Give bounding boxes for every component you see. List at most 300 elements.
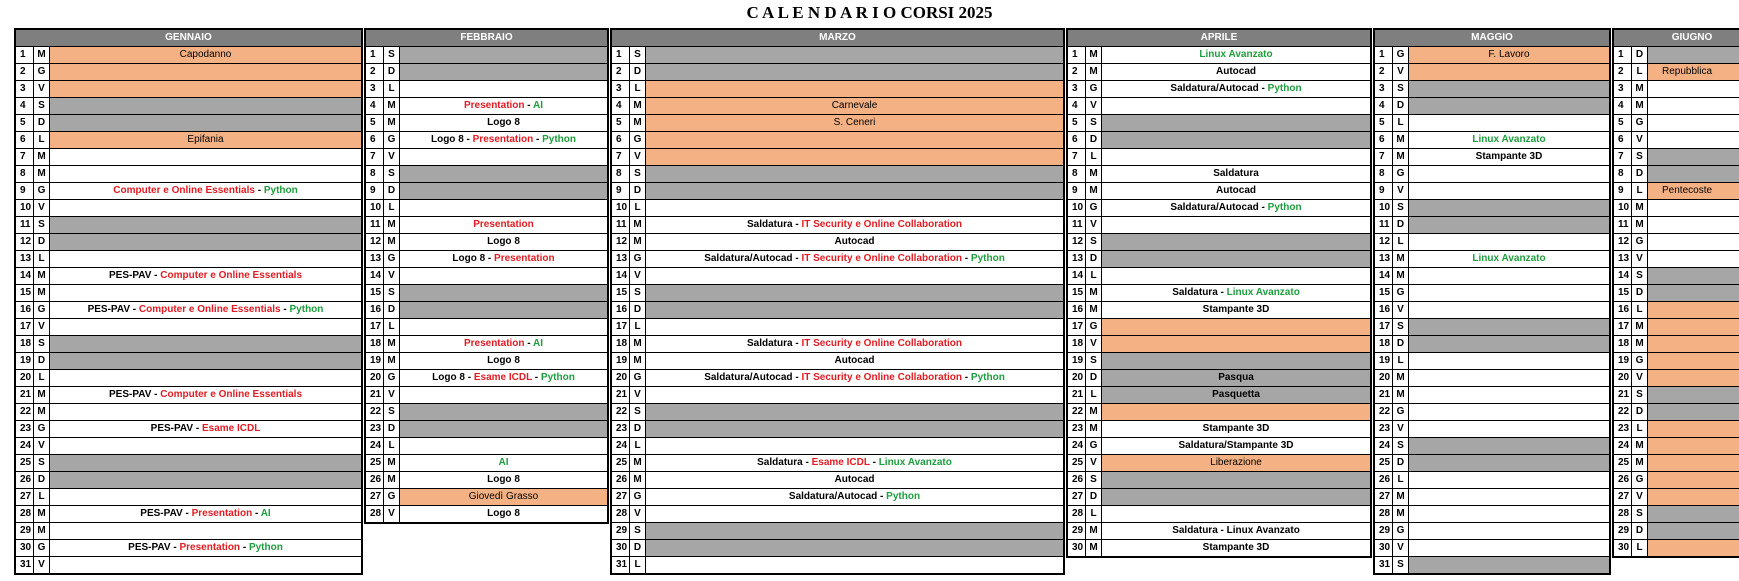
event-cell xyxy=(400,251,607,267)
event-cell xyxy=(1648,404,1739,420)
day-row xyxy=(1375,523,1609,540)
weekday-letter: D xyxy=(630,64,646,80)
weekday-letter: M xyxy=(1632,217,1648,233)
day-number: 13 xyxy=(16,251,34,267)
day-number: 15 xyxy=(16,285,34,301)
event-text: Python xyxy=(248,542,283,553)
day-number: 21 xyxy=(1614,387,1632,403)
day-number: 4 xyxy=(366,98,384,114)
day-number: 7 xyxy=(1614,149,1632,165)
event-text: Presentation xyxy=(463,338,525,349)
event-text: Python xyxy=(289,304,324,315)
event-text: Epifania xyxy=(187,134,224,145)
event-cell xyxy=(646,438,1063,454)
day-row xyxy=(16,370,361,387)
day-row xyxy=(16,285,361,302)
event-text: Pasquetta xyxy=(1212,389,1260,400)
day-number: 17 xyxy=(612,319,630,335)
weekday-letter: D xyxy=(34,115,50,131)
day-number: 21 xyxy=(1068,387,1086,403)
event-cell xyxy=(1102,166,1370,182)
month-header: GIUGNO xyxy=(1614,28,1739,47)
weekday-letter: M xyxy=(384,98,400,114)
day-row xyxy=(366,200,607,217)
event-cell xyxy=(646,234,1063,250)
event-text: - xyxy=(240,542,249,553)
event-cell xyxy=(50,251,361,267)
weekday-letter: G xyxy=(630,132,646,148)
weekday-letter: M xyxy=(384,234,400,250)
weekday-letter: M xyxy=(1632,98,1648,114)
event-cell xyxy=(400,506,607,522)
event-cell xyxy=(1648,251,1739,267)
event-cell xyxy=(1102,302,1370,318)
weekday-letter: G xyxy=(1393,523,1409,539)
event-cell xyxy=(1409,47,1609,63)
event-cell xyxy=(400,336,607,352)
day-number: 21 xyxy=(16,387,34,403)
event-text: Esame ICDL xyxy=(473,372,533,383)
event-cell xyxy=(1648,438,1739,454)
weekday-letter: M xyxy=(1393,489,1409,505)
day-number: 16 xyxy=(612,302,630,318)
event-cell xyxy=(646,336,1063,352)
day-row xyxy=(16,472,361,489)
event-text: Python xyxy=(970,253,1005,264)
weekday-letter: M xyxy=(1086,421,1102,437)
day-row xyxy=(16,455,361,472)
day-number: 8 xyxy=(612,166,630,182)
event-cell xyxy=(646,523,1063,539)
weekday-letter: S xyxy=(1632,149,1648,165)
day-row xyxy=(612,251,1063,268)
day-row xyxy=(612,506,1063,523)
weekday-letter: G xyxy=(384,132,400,148)
event-cell xyxy=(1102,370,1370,386)
day-number: 31 xyxy=(612,557,630,573)
day-row xyxy=(366,438,607,455)
event-text: PES-PAV - xyxy=(87,304,139,315)
event-text: PES-PAV - xyxy=(140,508,192,519)
event-text: - xyxy=(962,253,971,264)
event-cell xyxy=(1648,81,1739,97)
day-row xyxy=(366,115,607,132)
event-cell xyxy=(1409,183,1609,199)
day-row xyxy=(16,387,361,404)
day-number: 24 xyxy=(1068,438,1086,454)
event-cell xyxy=(646,132,1063,148)
day-row xyxy=(612,523,1063,540)
day-number: 15 xyxy=(1614,285,1632,301)
event-cell xyxy=(50,132,361,148)
day-number: 4 xyxy=(1068,98,1086,114)
event-cell xyxy=(1102,64,1370,80)
day-row xyxy=(612,217,1063,234)
day-row xyxy=(612,438,1063,455)
event-text: Presentation xyxy=(179,542,241,553)
day-number: 21 xyxy=(612,387,630,403)
event-text: Computer e Online Essentials xyxy=(113,185,255,196)
day-number: 25 xyxy=(1375,455,1393,471)
day-number: 9 xyxy=(366,183,384,199)
event-cell xyxy=(1648,64,1739,80)
event-text: Presentation xyxy=(494,253,555,264)
day-number: 4 xyxy=(1614,98,1632,114)
event-cell xyxy=(1648,234,1739,250)
event-cell xyxy=(1102,404,1370,420)
event-cell xyxy=(50,183,361,199)
weekday-letter: M xyxy=(1393,251,1409,267)
day-row xyxy=(1068,438,1370,455)
day-number: 30 xyxy=(1068,540,1086,556)
day-number: 11 xyxy=(1068,217,1086,233)
event-cell xyxy=(1409,115,1609,131)
day-row xyxy=(1375,251,1609,268)
weekday-letter: L xyxy=(630,438,646,454)
event-cell xyxy=(1102,115,1370,131)
event-cell xyxy=(1648,183,1739,199)
event-text: Saldatura - xyxy=(746,338,802,349)
day-number: 20 xyxy=(1375,370,1393,386)
day-row xyxy=(1068,149,1370,166)
weekday-letter: M xyxy=(630,234,646,250)
weekday-letter: M xyxy=(630,217,646,233)
day-row xyxy=(1068,336,1370,353)
weekday-letter: M xyxy=(384,472,400,488)
event-cell xyxy=(400,421,607,437)
day-row xyxy=(1375,166,1609,183)
event-cell xyxy=(1409,336,1609,352)
day-number: 7 xyxy=(366,149,384,165)
event-cell xyxy=(400,166,607,182)
weekday-letter: M xyxy=(630,98,646,114)
day-number: 13 xyxy=(612,251,630,267)
event-cell xyxy=(1102,506,1370,522)
event-text: Python xyxy=(542,134,577,145)
day-row xyxy=(612,370,1063,387)
weekday-letter: D xyxy=(1393,455,1409,471)
event-text: PES-PAV - xyxy=(128,542,180,553)
day-number: 7 xyxy=(612,149,630,165)
weekday-letter: D xyxy=(630,183,646,199)
day-number: 27 xyxy=(1614,489,1632,505)
day-number: 22 xyxy=(1068,404,1086,420)
day-number: 1 xyxy=(612,47,630,63)
day-row xyxy=(1614,268,1739,285)
day-row xyxy=(1614,217,1739,234)
day-number: 30 xyxy=(1614,540,1632,556)
day-row xyxy=(612,404,1063,421)
weekday-letter: S xyxy=(630,523,646,539)
event-text: Saldatura/Autocad - xyxy=(704,253,802,264)
day-number: 18 xyxy=(1375,336,1393,352)
weekday-letter: S xyxy=(384,285,400,301)
day-number: 3 xyxy=(366,81,384,97)
day-row xyxy=(1068,98,1370,115)
event-cell xyxy=(50,523,361,539)
event-text: Autocad xyxy=(834,236,875,247)
weekday-letter: M xyxy=(1632,455,1648,471)
weekday-letter: L xyxy=(1086,506,1102,522)
day-number: 19 xyxy=(16,353,34,369)
weekday-letter: S xyxy=(34,217,50,233)
event-cell xyxy=(50,472,361,488)
weekday-letter: D xyxy=(34,353,50,369)
event-cell xyxy=(1648,353,1739,369)
day-number: 4 xyxy=(16,98,34,114)
day-number: 12 xyxy=(1614,234,1632,250)
day-number: 10 xyxy=(16,200,34,216)
weekday-letter: M xyxy=(34,506,50,522)
event-text: Linux Avanzato xyxy=(878,457,952,468)
day-row xyxy=(1068,200,1370,217)
day-number: 11 xyxy=(16,217,34,233)
day-number: 29 xyxy=(1375,523,1393,539)
event-cell xyxy=(1102,540,1370,556)
weekday-letter: D xyxy=(1393,98,1409,114)
event-text: Linux Avanzato xyxy=(1199,49,1273,60)
weekday-letter: D xyxy=(1086,251,1102,267)
day-row xyxy=(612,472,1063,489)
day-row xyxy=(1375,302,1609,319)
weekday-letter: S xyxy=(1393,200,1409,216)
weekday-letter: M xyxy=(34,387,50,403)
day-number: 26 xyxy=(612,472,630,488)
day-row xyxy=(612,234,1063,251)
event-text: Logo 8 - xyxy=(432,372,474,383)
day-row xyxy=(366,302,607,319)
event-cell xyxy=(1648,319,1739,335)
weekday-letter: L xyxy=(384,81,400,97)
day-number: 5 xyxy=(1614,115,1632,131)
event-cell xyxy=(50,421,361,437)
day-number: 28 xyxy=(1375,506,1393,522)
day-number: 31 xyxy=(16,557,34,573)
weekday-letter: L xyxy=(34,251,50,267)
day-number: 2 xyxy=(1614,64,1632,80)
event-text: Linux Avanzato xyxy=(1472,253,1546,264)
day-row xyxy=(612,64,1063,81)
day-number: 3 xyxy=(1068,81,1086,97)
weekday-letter: V xyxy=(1632,370,1648,386)
weekday-letter: S xyxy=(630,404,646,420)
event-cell xyxy=(646,353,1063,369)
event-cell xyxy=(1648,268,1739,284)
day-number: 13 xyxy=(1068,251,1086,267)
event-text: - xyxy=(524,338,534,349)
day-number: 23 xyxy=(612,421,630,437)
day-number: 24 xyxy=(366,438,384,454)
event-text: Stampante 3D xyxy=(1202,304,1270,315)
day-number: 24 xyxy=(16,438,34,454)
day-row xyxy=(1614,438,1739,455)
weekday-letter: G xyxy=(384,251,400,267)
weekday-letter: D xyxy=(630,302,646,318)
weekday-letter: D xyxy=(1393,217,1409,233)
event-cell xyxy=(1409,217,1609,233)
event-cell xyxy=(400,217,607,233)
day-number: 10 xyxy=(366,200,384,216)
day-number: 5 xyxy=(366,115,384,131)
day-row xyxy=(1375,183,1609,200)
day-row xyxy=(366,370,607,387)
day-row xyxy=(366,268,607,285)
weekday-letter: G xyxy=(1632,115,1648,131)
event-text: Python xyxy=(263,185,298,196)
day-row xyxy=(1068,523,1370,540)
weekday-letter: M xyxy=(630,455,646,471)
weekday-letter: M xyxy=(1632,438,1648,454)
weekday-letter: L xyxy=(384,200,400,216)
day-number: 21 xyxy=(366,387,384,403)
day-row xyxy=(1068,302,1370,319)
event-cell xyxy=(50,268,361,284)
event-cell xyxy=(646,251,1063,267)
event-cell xyxy=(1102,353,1370,369)
day-number: 20 xyxy=(1068,370,1086,386)
event-text: AI xyxy=(260,508,271,519)
day-row xyxy=(1375,472,1609,489)
day-row xyxy=(1614,149,1739,166)
event-cell xyxy=(50,234,361,250)
day-number: 20 xyxy=(16,370,34,386)
weekday-letter: G xyxy=(1393,166,1409,182)
weekday-letter: L xyxy=(1086,387,1102,403)
event-cell xyxy=(1102,472,1370,488)
month-header: GENNAIO xyxy=(16,28,361,47)
day-number: 26 xyxy=(1068,472,1086,488)
day-number: 9 xyxy=(612,183,630,199)
event-text: Python xyxy=(540,372,575,383)
event-cell xyxy=(400,370,607,386)
day-number: 23 xyxy=(366,421,384,437)
weekday-letter: V xyxy=(630,506,646,522)
month-header: FEBBRAIO xyxy=(366,28,607,47)
event-cell xyxy=(1409,81,1609,97)
day-number: 12 xyxy=(366,234,384,250)
month-febbraio xyxy=(364,28,609,524)
event-text: Python xyxy=(1267,83,1302,94)
day-row xyxy=(1614,64,1739,81)
event-text: Stampante 3D xyxy=(1202,423,1270,434)
day-row xyxy=(16,421,361,438)
calendar-title: C A L E N D A R I O CORSI 2025 xyxy=(746,3,993,22)
day-number: 27 xyxy=(612,489,630,505)
weekday-letter: M xyxy=(1086,404,1102,420)
day-number: 6 xyxy=(612,132,630,148)
day-row xyxy=(612,421,1063,438)
weekday-letter: V xyxy=(1393,302,1409,318)
event-cell xyxy=(1648,506,1739,522)
event-cell xyxy=(400,115,607,131)
day-row xyxy=(1614,319,1739,336)
event-text: IT Security e Online Collaboration xyxy=(801,372,963,383)
day-number: 10 xyxy=(1068,200,1086,216)
weekday-letter: D xyxy=(384,183,400,199)
day-row xyxy=(1375,489,1609,506)
day-number: 18 xyxy=(1068,336,1086,352)
day-number: 17 xyxy=(366,319,384,335)
day-number: 6 xyxy=(1614,132,1632,148)
weekday-letter: M xyxy=(1393,149,1409,165)
day-number: 23 xyxy=(1375,421,1393,437)
weekday-letter: V xyxy=(1086,455,1102,471)
day-number: 31 xyxy=(1375,557,1393,573)
weekday-letter: G xyxy=(1393,404,1409,420)
weekday-letter: L xyxy=(1393,353,1409,369)
weekday-letter: G xyxy=(1632,234,1648,250)
day-number: 6 xyxy=(366,132,384,148)
event-cell xyxy=(646,268,1063,284)
event-text: Saldatura xyxy=(1213,168,1259,179)
weekday-letter: M xyxy=(34,268,50,284)
day-row xyxy=(366,64,607,81)
day-number: 22 xyxy=(1375,404,1393,420)
event-cell xyxy=(1409,200,1609,216)
weekday-letter: L xyxy=(384,438,400,454)
event-cell xyxy=(1648,47,1739,63)
day-row xyxy=(1068,234,1370,251)
day-number: 24 xyxy=(612,438,630,454)
day-number: 17 xyxy=(1375,319,1393,335)
event-text: Presentation xyxy=(473,219,534,230)
day-number: 18 xyxy=(366,336,384,352)
weekday-letter: V xyxy=(1086,336,1102,352)
weekday-letter: V xyxy=(1632,132,1648,148)
day-row xyxy=(16,557,361,575)
day-row xyxy=(1375,98,1609,115)
day-row xyxy=(16,149,361,166)
day-number: 20 xyxy=(612,370,630,386)
weekday-letter: V xyxy=(1086,217,1102,233)
event-cell xyxy=(400,353,607,369)
day-row xyxy=(16,353,361,370)
event-cell xyxy=(1102,336,1370,352)
event-cell xyxy=(646,557,1063,573)
weekday-letter: D xyxy=(384,421,400,437)
event-text: Presentation xyxy=(472,134,534,145)
day-row xyxy=(1068,183,1370,200)
day-number: 15 xyxy=(1068,285,1086,301)
event-cell xyxy=(1409,404,1609,420)
weekday-letter: D xyxy=(34,234,50,250)
day-number: 27 xyxy=(16,489,34,505)
day-number: 18 xyxy=(16,336,34,352)
event-cell xyxy=(50,319,361,335)
day-row xyxy=(1068,132,1370,149)
weekday-letter: M xyxy=(34,404,50,420)
day-row xyxy=(1614,81,1739,98)
weekday-letter: L xyxy=(630,557,646,573)
event-text: Autocad xyxy=(834,474,875,485)
day-row xyxy=(1614,489,1739,506)
event-text: Stampante 3D xyxy=(1202,542,1270,553)
day-row xyxy=(366,489,607,506)
weekday-letter: M xyxy=(1632,319,1648,335)
day-row xyxy=(1068,472,1370,489)
event-cell xyxy=(1409,98,1609,114)
event-cell xyxy=(50,98,361,114)
day-row xyxy=(1375,404,1609,421)
day-number: 4 xyxy=(1375,98,1393,114)
weekday-letter: V xyxy=(1086,98,1102,114)
event-text: Linux Avanzato xyxy=(1472,134,1546,145)
weekday-letter: S xyxy=(1393,557,1409,573)
day-number: 14 xyxy=(366,268,384,284)
day-row xyxy=(1614,387,1739,404)
weekday-letter: V xyxy=(384,387,400,403)
event-cell xyxy=(1102,438,1370,454)
